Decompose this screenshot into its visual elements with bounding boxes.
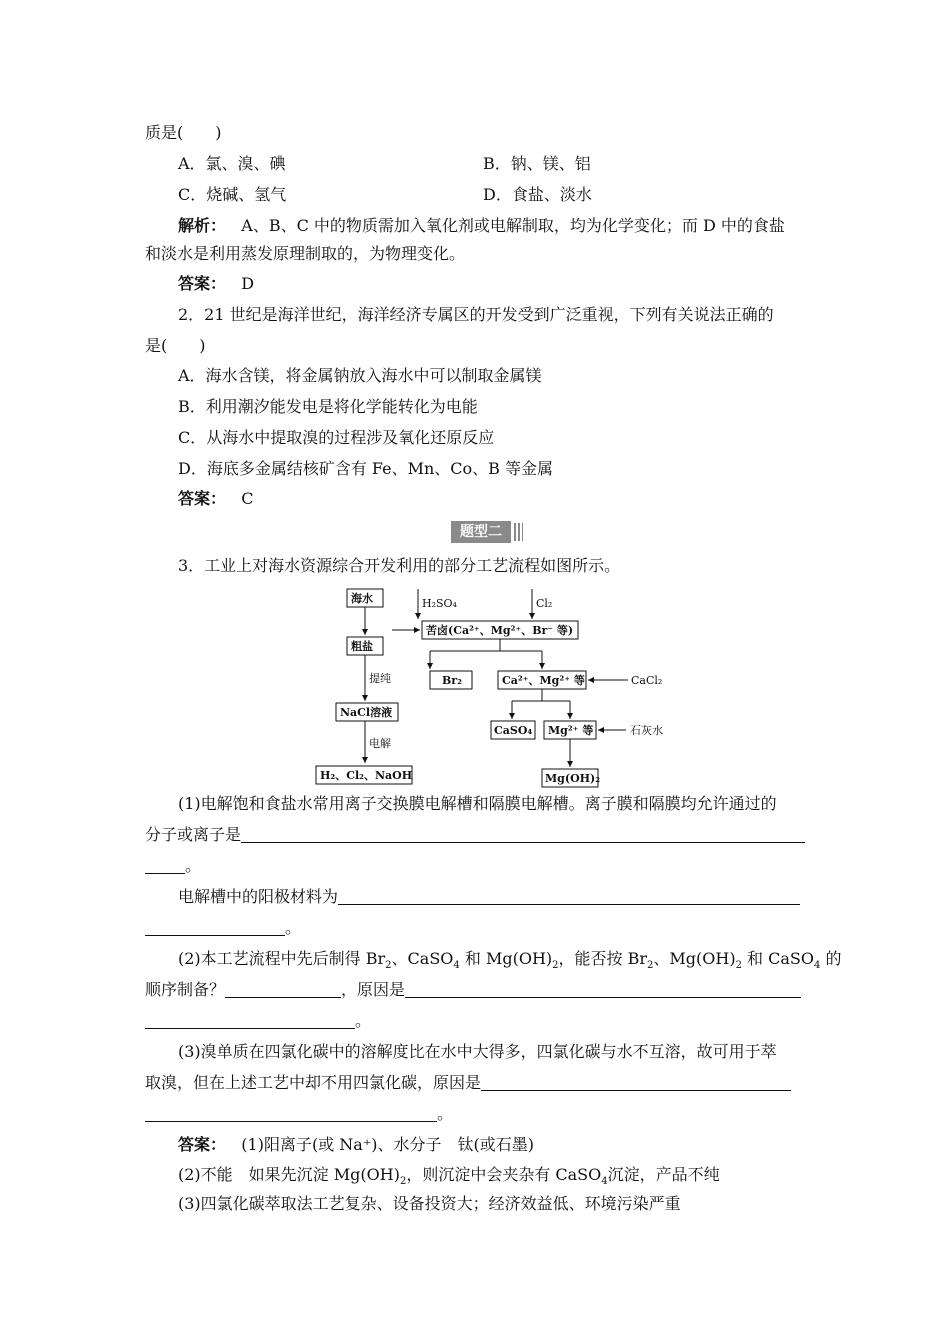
answer-label: 答案： — [178, 274, 227, 293]
analysis-text: A、B、C 中的物质需加入氧化剂或电解制取，均为化学变化；而 D 中的食盐 — [241, 216, 785, 235]
label-lime-water: 石灰水 — [630, 724, 663, 737]
label-h2so4: H₂SO₄ — [422, 597, 457, 610]
label-mgoh2: Mg(OH)₂ — [545, 772, 601, 785]
q2-option-c: C．从海水中提取溴的过程涉及氧化还原反应 — [178, 428, 495, 447]
answer-value: D — [241, 274, 255, 293]
q3-p1-line2: 分子或离子是 — [145, 824, 810, 846]
q3-p2-line1: (2)本工艺流程中先后制得 $Br_2$、CaSO$_4$ 和 $Mg(OH)_2$，能否按 $Br_2$、$Mg(OH)_2$ 和 CaSO$_4$ 的 — [178, 949, 842, 972]
section-badge-label: 题型二 — [451, 521, 511, 543]
answer-label: 答案： — [178, 1135, 227, 1154]
answer-blank[interactable] — [405, 981, 801, 998]
q3-p1-anode-cont: 。 — [145, 917, 810, 939]
section-badge — [451, 521, 523, 543]
q2-option-a: A．海水含镁，将金属钠放入海水中可以制取金属镁 — [178, 366, 542, 385]
q3-answer-1: 答案： (1)阳离子(或 Na⁺)、水分子 钛(或石墨) — [178, 1135, 534, 1154]
q1-option-d: D．食盐、淡水 — [483, 185, 592, 204]
answer-blank[interactable] — [241, 826, 805, 843]
q3-p3-line1: (3)溴单质在四氯化碳中的溶解度比在水中大得多，四氯化碳与水不互溶，故可用于萃 — [178, 1042, 777, 1061]
q1-option-c: C．烧碱、氢气 — [178, 185, 287, 204]
label-mg-etc: Mg²⁺ 等 — [548, 724, 594, 737]
answer-blank[interactable] — [481, 1074, 791, 1091]
answer-value: C — [241, 489, 254, 508]
answer-blank[interactable] — [338, 888, 800, 905]
q1-answer — [178, 273, 810, 295]
q3-p1-line3: 。 — [145, 855, 810, 877]
q3-p2-line2: 顺序制备？ ，原因是 — [145, 979, 810, 1001]
label-br2: Br₂ — [442, 674, 462, 687]
label-crude-salt: 粗盐 — [351, 640, 373, 653]
q3-stem: 3．工业上对海水资源综合开发利用的部分工艺流程如图所示。 — [178, 556, 621, 575]
answer-label: 答案： — [178, 489, 227, 508]
label-nacl-solution: NaCl溶液 — [340, 706, 393, 719]
q3-p1-line1: (1)电解饱和食盐水常用离子交换膜电解槽和隔膜电解槽。离子膜和隔膜均允许通过的 — [178, 794, 777, 813]
answer-blank[interactable] — [145, 857, 185, 874]
label-caso4: CaSO₄ — [494, 724, 533, 737]
label-purify: 提纯 — [369, 672, 391, 685]
answer-blank[interactable] — [145, 1012, 355, 1029]
q2-stem-line1: 2．21 世纪是海洋世纪，海洋经济专属区的开发受到广泛重视，下列有关说法正确的 — [178, 305, 774, 324]
q3-p2-line3: 。 — [145, 1010, 810, 1032]
q1-option-a: A．氯、溴、碘 — [178, 154, 286, 173]
label-cacl2: CaCl₂ — [631, 674, 663, 687]
q3-p3-line3: 。 — [145, 1103, 810, 1125]
q3-answer-2: (2)不能 如果先沉淀 $Mg(OH)_2$，则沉淀中会夹杂有 CaSO$_4$沉淀，产品不纯 — [178, 1165, 720, 1188]
q1-analysis — [178, 215, 810, 237]
label-electrolysis: 电解 — [369, 737, 391, 750]
analysis-label: 解析： — [178, 216, 227, 235]
q1-analysis-line2: 和淡水是利用蒸发原理制取的，为物理变化。 — [145, 244, 466, 263]
answer-blank[interactable] — [145, 919, 285, 936]
q3-p1-anode: 电解槽中的阳极材料为 — [178, 886, 810, 908]
q1-option-b: B．钠、镁、铝 — [483, 154, 591, 173]
label-seawater: 海水 — [351, 592, 373, 605]
q2-option-b: B．利用潮汐能发电是将化学能转化为电能 — [178, 397, 478, 416]
q2-stem-line2: 是( ) — [145, 336, 206, 355]
label-products: H₂、Cl₂、NaOH — [320, 769, 413, 782]
label-cl2: Cl₂ — [536, 597, 553, 610]
label-ca-mg: Ca²⁺、Mg²⁺ 等 — [502, 674, 585, 687]
q3-p3-line2: 取溴，但在上述工艺中却不用四氯化碳，原因是 — [145, 1072, 810, 1094]
q2-answer — [178, 488, 810, 510]
q1-stem-tail: 质是( ) — [145, 123, 222, 142]
process-flow-diagram — [300, 585, 700, 795]
answer-blank[interactable] — [225, 981, 341, 998]
answer-blank[interactable] — [145, 1105, 437, 1122]
label-bittern: 苦卤(Ca²⁺、Mg²⁺、Br⁻ 等) — [426, 624, 574, 637]
q3-answer-3: (3)四氯化碳萃取法工艺复杂、设备投资大；经济效益低、环境污染严重 — [178, 1194, 681, 1213]
q2-option-d: D．海底多金属结核矿含有 Fe、Mn、Co、B 等金属 — [178, 459, 554, 478]
